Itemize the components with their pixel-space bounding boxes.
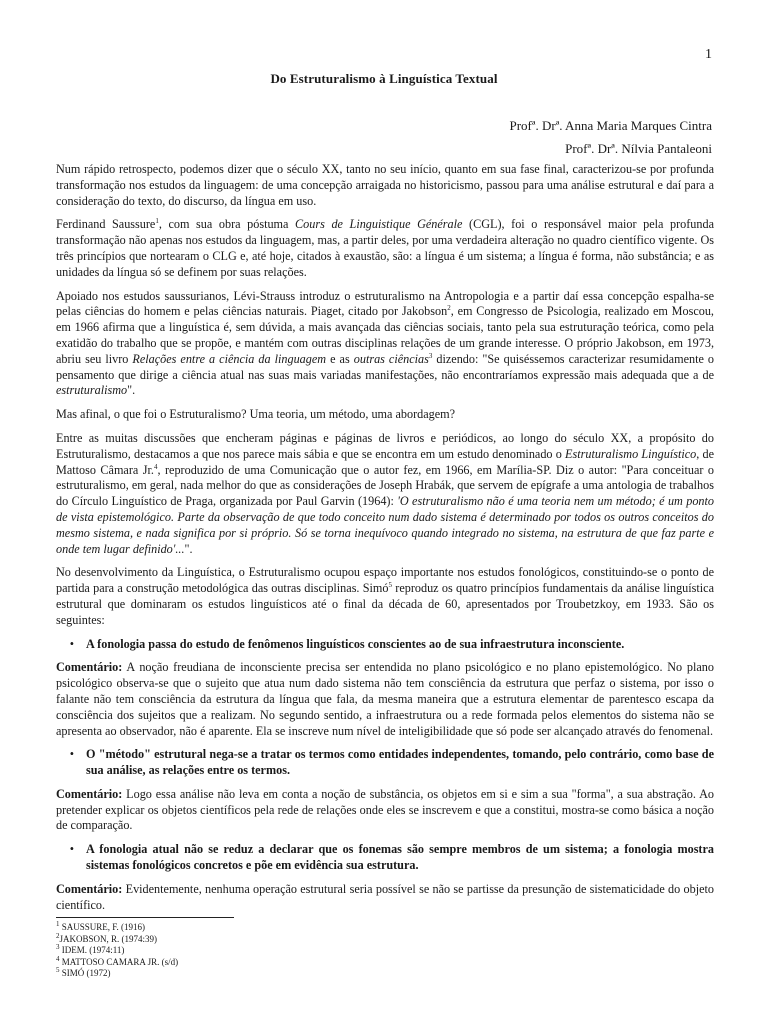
footnote-ref-5[interactable]: 5 <box>388 581 392 590</box>
footnote-2: $^2$JAKOBSON, R. (1974:39) <box>56 931 158 944</box>
footnote-ref-3[interactable]: 3 <box>428 351 433 360</box>
body-text <box>56 162 714 921</box>
comment-label: Comentário: <box>56 881 123 896</box>
bullet-icon: • <box>69 747 74 762</box>
page-number: 1 <box>705 47 712 62</box>
bullet-icon: • <box>69 636 74 651</box>
footnote-divider <box>56 917 234 918</box>
comment-1: Comentário: A noção freudiana de inconsciente precisa ser entendida no plano psicológico e no plano epistemológico. No plano psicológico observa-se que o sujeito que atua num dado sistema não tem consciência da estrutura que perfaz o sistema, por isso o falante não tem consciência da estrutura da língua que fala, da mesma maneira que a estrutura elementar de parentesco escapa da consciência dos sujeitos que a realizam. No segundo sentido, a infraestrutura ou a rede formada pelos elementos do sistema não se apresenta ao observador, não é aparente. Ela se inscreve num nível de inteligibilidade que só pode ser alcançado através do fenomenal. <box>56 660 714 738</box>
footnote-ref-1[interactable]: 1 <box>155 217 159 226</box>
paragraph-5: Entre as muitas discussões que encheram páginas e páginas de livros e periódicos, ao longo do século XX, a propósito do Estruturalismo, destacamos a que nos parece mais sábia e que se encontra em um estudo denominado o Estruturalismo Linguístico, de Mattoso Câmara Jr.$^4$, reproduzido de uma Comunicação que o autor fez, em 1966, em Marília-SP. Diz o autor: "Para conceituar o estruturalismo, em geral, nada melhor do que as considerações de Joseph Hrabák, que servem de epígrafe a uma antologia de trabalhos do Círculo Linguístico de Praga, organizada por Paul Garvin (1964): 'O estruturalismo não é uma teoria nem um método; é um ponto de vista epistemológico. Parte da observação de que todo conceito num dado sistema é determinado por todos os outros conceitos do mesmo sistema, e nada significa por si próprio. Só se torna inequívoco quando integrado no sistema, na estrutura de que faz parte e onde tem lugar definido'...". <box>56 430 714 556</box>
principle-3-text: A fonologia atual não se reduz a declarar que os fonemas são sempre membros de um sistema; a fonologia mostra sistemas fonológicos concretos e põe em evidência sua estrutura. <box>86 842 714 873</box>
comment-label: Comentário: <box>56 660 123 675</box>
comment-3: Comentário: Evidentemente, nenhuma operação estrutural seria possível se não se partisse da presunção de sistematicidade do objeto científico. <box>56 881 714 912</box>
footnote-4: $^4$ MATTOSO CAMARA JR. (s/d) <box>56 954 179 967</box>
author-2: Profª. Drª. Nílvia Pantaleoni <box>565 141 712 156</box>
paragraph-2: Ferdinand Saussure$^1$, com sua obra póstuma Cours de Linguistique Générale (CGL), foi o responsável maior pela profunda transformação não apenas nos estudos da linguagem, mas, a partir deles, por uma verdadeira alteração no quadro científico vigente. Os três princípios que nortearam o CLG e, até hoje, citados à exaustão, são: a língua é um sistema; a língua é forma, não substância; e as unidades da língua só se definem por suas relações. <box>56 217 714 279</box>
principle-2 <box>56 747 714 779</box>
footnote-ref-2[interactable]: 2 <box>447 304 451 313</box>
footnote-1: $^1$ SAUSSURE, F. (1916) <box>56 920 146 932</box>
footnotes <box>56 917 356 980</box>
comment-label: Comentário: <box>56 786 123 801</box>
principle-1-text: A fonologia passa do estudo de fenômenos linguísticos conscientes ao de sua infraestrutura inconsciente. <box>86 636 625 651</box>
principle-3 <box>56 842 714 874</box>
principle-1 <box>56 637 714 653</box>
bullet-icon: • <box>69 842 74 857</box>
footnote-5: $^5$ SIMÓ (1972) <box>56 966 111 978</box>
principle-2-text: O "método" estrutural nega-se a tratar os termos como entidades independentes, tomando, pelo contrário, como base de sua análise, as relações entre os termos. <box>86 747 714 778</box>
document-title: Do Estruturalismo à Linguística Textual <box>270 71 498 86</box>
paragraph-6: No desenvolvimento da Linguística, o Estruturalismo ocupou espaço importante nos estudos fonológicos, constituindo-se o ponto de partida para a construção metodológica das outras disciplinas. Simó$^5$ reproduz os quatro princípios fundamentais da análise linguística estrutural que dominaram os estudos linguísticos até o final da década de 60, apresentados por Troubetzkoy, em 1933. São os seguintes: <box>56 565 714 627</box>
paragraph-4: Mas afinal, o que foi o Estruturalismo? Uma teoria, um método, uma abordagem? <box>56 407 456 422</box>
footnote-ref-4[interactable]: 4 <box>153 462 158 471</box>
footnote-3: $^3$ IDEM. (1974:11) <box>56 943 125 955</box>
author-1: Profª. Drª. Anna Maria Marques Cintra <box>509 118 712 133</box>
comment-2: Comentário: Logo essa análise não leva em conta a noção de substância, os objetos em si e sim a sua "forma", a sua abstração. Ao pretender explicar os objetos científicos pela rede de relações onde eles se inscrevem e que a constitui, mostra-se como básica a noção de comparação. <box>56 786 714 833</box>
paragraph-3: Apoiado nos estudos saussurianos, Lévi-Strauss introduz o estruturalismo na Antropologia e a partir daí essa concepção espalha-se pelas ciências do homem e pelas ciências naturais. Piaget, citado por Jakobson$^2$, em Congresso de Psicologia, realizado em Moscou, em 1966 afirma que a linguística é, sem dúvida, a mais avançada das ciências sociais, tanto pela sua estruturação teórica, como pela exatidão do trabalho que se propõe, e mantém com outras disciplinas relações de um grande interesse. O próprio Jakobson, em 1973, abriu seu livro Relações entre a ciência da linguagem e as outras ciências$^3$ dizendo: "Se quiséssemos caracterizar resumidamente o pensamento que dirige a ciência atual nas suas mais variadas manifestações, não encontraríamos expressão mais adequada que a de estruturalismo". <box>56 288 714 398</box>
paragraph-1: Num rápido retrospecto, podemos dizer que o século XX, tanto no seu início, quanto em sua fase final, caracterizou-se por profunda transformação nos estudos da linguagem: de uma concepção arraigada no historicismo, passou para uma análise estrutural e daí para a consideração do texto, do discurso, da língua em uso. <box>56 162 714 208</box>
